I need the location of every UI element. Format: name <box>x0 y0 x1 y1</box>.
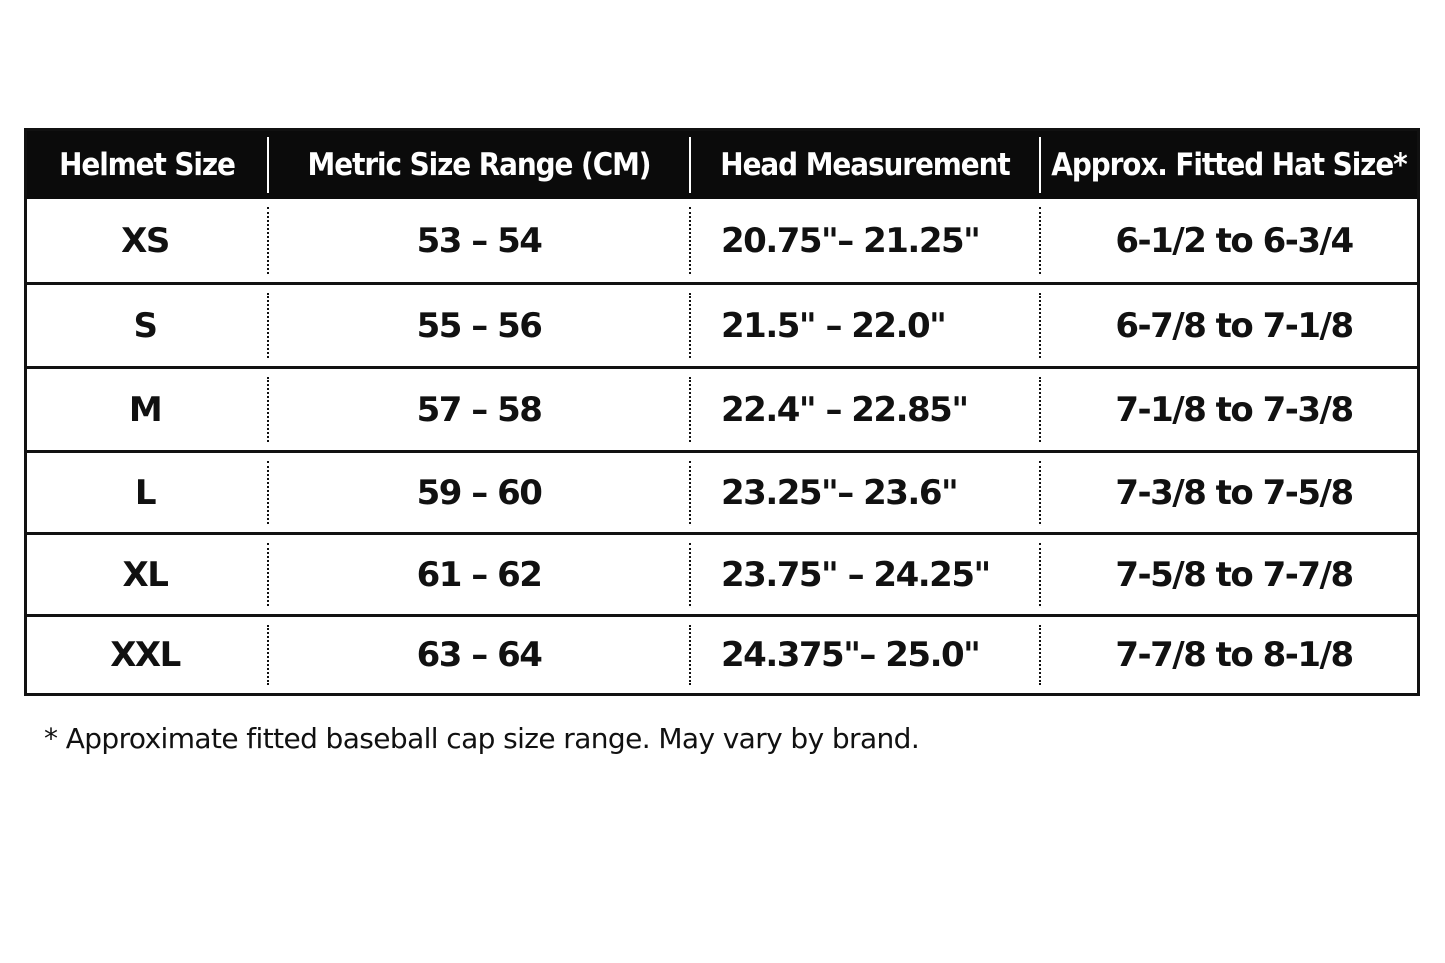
column-divider <box>689 207 691 274</box>
cell-hat-size: 7-1/8 to 7-3/8 <box>1115 389 1353 430</box>
table-row <box>27 614 1417 693</box>
cell-metric-range: 53 – 54 <box>416 220 542 261</box>
cell-metric-range: 55 – 56 <box>416 305 542 346</box>
cell-helmet-size: L <box>134 472 156 513</box>
table-row <box>27 450 1417 532</box>
cell-metric-range: 61 – 62 <box>416 554 542 595</box>
cell-hat-size: 6-1/2 to 6-3/4 <box>1115 220 1353 261</box>
header-divider <box>1039 137 1041 193</box>
cell-head-measurement: 22.4" – 22.85" <box>721 389 968 430</box>
column-divider <box>689 543 691 606</box>
column-divider <box>689 461 691 524</box>
cell-hat-size: 7-7/8 to 8-1/8 <box>1115 635 1353 675</box>
header-head-measurement: Head Measurement <box>720 147 1010 183</box>
cell-head-measurement: 23.75" – 24.25" <box>721 554 990 595</box>
table-header-row <box>27 131 1417 199</box>
cell-helmet-size: XS <box>121 220 169 261</box>
header-helmet-size: Helmet Size <box>59 147 235 183</box>
cell-hat-size: 7-5/8 to 7-7/8 <box>1115 554 1353 595</box>
column-divider <box>689 625 691 685</box>
cell-head-measurement: 24.375"– 25.0" <box>721 635 980 675</box>
cell-helmet-size: M <box>128 389 162 430</box>
header-fitted-hat-size: Approx. Fitted Hat Size* <box>1051 147 1407 183</box>
cell-head-measurement: 20.75"– 21.25" <box>721 220 980 261</box>
cell-metric-range: 59 – 60 <box>416 472 542 513</box>
column-divider <box>689 377 691 442</box>
table-row <box>27 282 1417 366</box>
cell-head-measurement: 21.5" – 22.0" <box>721 305 946 346</box>
cell-metric-range: 57 – 58 <box>416 389 542 430</box>
cell-helmet-size: XL <box>122 554 168 595</box>
cell-head-measurement: 23.25"– 23.6" <box>721 472 958 513</box>
column-divider <box>689 293 691 358</box>
cell-hat-size: 6-7/8 to 7-1/8 <box>1115 305 1353 346</box>
header-divider <box>267 137 269 193</box>
header-metric-size-range: Metric Size Range (CM) <box>307 147 651 183</box>
table-row <box>27 199 1417 282</box>
table-row <box>27 366 1417 450</box>
cell-helmet-size: S <box>133 305 157 346</box>
table-row <box>27 532 1417 614</box>
header-divider <box>689 137 691 193</box>
helmet-size-table <box>24 128 1420 696</box>
cell-hat-size: 7-3/8 to 7-5/8 <box>1115 472 1353 513</box>
cell-helmet-size: XXL <box>110 635 180 675</box>
cell-metric-range: 63 – 64 <box>416 635 542 675</box>
footnote: * Approximate fitted baseball cap size range. May vary by brand. <box>44 722 920 755</box>
